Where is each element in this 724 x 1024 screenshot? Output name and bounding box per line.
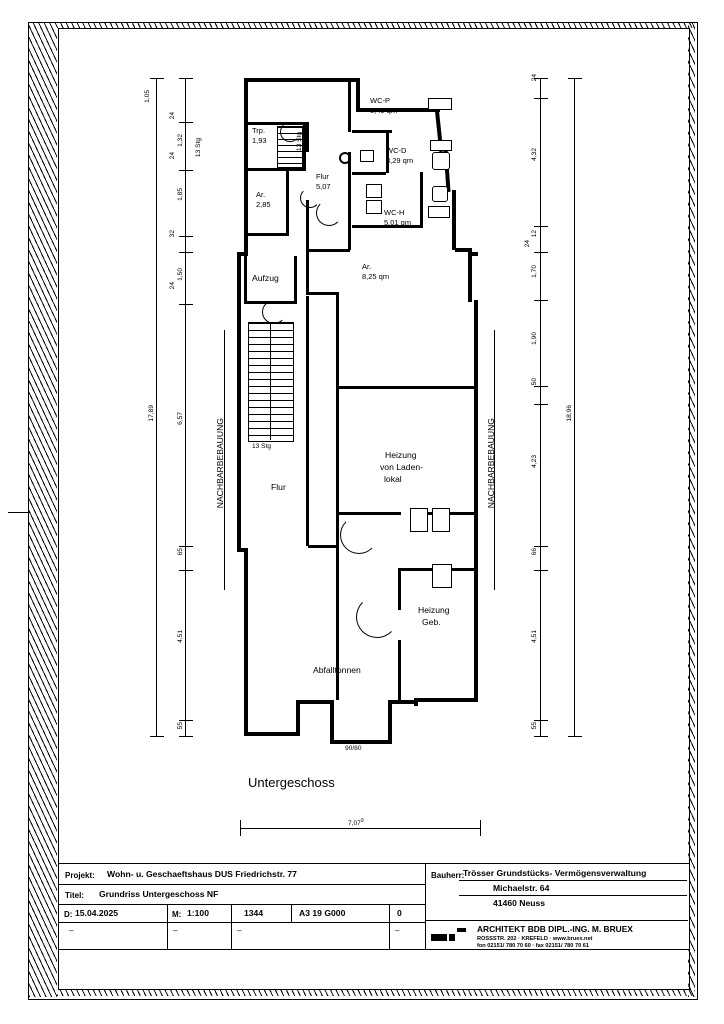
wall-wcp-left [348,82,351,132]
wall-ar-left [244,170,247,236]
dimtick-r10 [534,720,548,721]
label-trp-value: 1,93 [252,136,267,145]
tb-dash-3: – [237,926,242,935]
wall-aufzug-right [294,256,297,304]
dimtick-r8 [534,546,548,547]
wall-heizung-left [336,388,339,570]
tb-dash-1: – [69,926,74,935]
room-area-wc-h: 5,01 qm [384,218,412,227]
dimline-right-outer [574,78,575,736]
tb-line-v1 [167,904,168,922]
dim-left-24c: 24 [169,282,176,290]
wall-wch-right [420,172,423,228]
room-area-wc-p: 3,49 qm [370,106,398,115]
label-stair-steps-top: 13 Stg [296,132,303,152]
dimline-left-chain [185,78,186,736]
tb-architect-phone: fon 02151/ 780 70 60 · fax 02151/ 780 70 61 [477,943,589,949]
wall-bottom-right [414,698,476,702]
room-label-wc-p: WC-P [370,96,390,105]
fixture-1 [428,98,452,110]
room-label-heizung-laden-2: von Laden- [380,462,424,472]
tb-line-v2 [231,904,232,922]
dimtick-l10 [179,736,193,737]
room-label-heizung-geb-2: Geb. [422,617,441,627]
wall-bottom-notch-h [296,700,334,704]
fixture-6 [366,184,382,198]
door-arc-aufzug [262,300,286,324]
tb-line-v6 [231,922,232,949]
fixture-3 [432,152,450,170]
dimtick-r3 [534,226,548,227]
dim-left-a: 1,05 [144,90,151,103]
dimtick-r5 [534,300,548,301]
dim-left-b: 1,32 [177,134,184,147]
tb-projekt-value: Wohn- u. Geschaeftshaus DUS Friedrichstr. 77 [107,869,297,879]
tb-titel-value: Grundriss Untergeschoss NF [99,889,219,899]
dim-right-h: 66 [531,548,538,556]
dimtick-bottom-right [480,820,481,836]
fixture-8 [360,150,374,162]
dimtick-r9 [534,570,548,571]
tb-line-v3 [291,904,292,922]
wall-trp-bottom [244,168,306,171]
label-door-bottom: 90/80 [345,745,362,752]
dim-left-d: 1,50 [177,268,184,281]
boiler-2 [432,508,450,532]
dimtick-l2 [179,122,193,123]
dimtick-l3 [179,170,193,171]
dimtick-l9 [179,720,193,721]
wall-flur-bottom [306,249,350,252]
wall-right-lower [474,300,478,702]
fixture-2 [430,140,452,151]
room-label-ar-big: Ar. [362,262,372,271]
wall-heizung-geb-left [398,568,401,610]
dim-right-g: 4,23 [531,455,538,468]
tb-bauherr-line1: Trösser Grundstücks- Vermögensverwaltung [463,868,647,878]
wall-right-jog-1v [468,252,472,302]
tb-format-value: A3 19 G000 [299,908,346,918]
room-label-aufzug: Aufzug [252,273,279,283]
room-label-heizung-laden-1: Heizung [385,450,417,460]
dim-left-g: 4,51 [177,630,184,643]
dim-right-c: 12 [531,230,538,238]
tb-titel-label: Titel: [65,891,84,900]
tb-scale-value: 1:100 [187,908,209,918]
dim-left-32: 32 [169,230,176,238]
tb-line-v5 [167,922,168,949]
wall-flur-top-left [306,122,309,152]
dimtick-l7 [179,546,193,547]
tb-rev-value: 0 [397,908,402,918]
wall-top-step-v [356,78,360,112]
dim-right-i: 4,51 [531,630,538,643]
wall-mid-h1 [306,292,338,295]
dim-bottom-width: 7,07 [348,820,361,828]
wall-heizung-split-a [339,512,401,515]
tb-dash-4: – [395,926,400,935]
dimtick-r7 [534,404,548,405]
neighbour-label-right: NACHBARBEBAUUNG [486,418,496,509]
dimtick-left-outer-top [150,78,164,79]
room-label-heizung-geb-1: Heizung [418,605,450,615]
wall-flur-bottom-step [308,545,338,548]
plan-title: Untergeschoss [248,775,335,790]
neighbour-label-left: NACHBARBEBAUUNG [215,418,225,509]
wall-mid-left-v [306,252,309,294]
dim-left-total: 17,89 [148,405,155,422]
fixture-5 [428,206,450,218]
tb-projekt-label: Projekt: [65,871,95,880]
door-arc-flur-top [316,200,342,226]
boiler-1 [410,508,428,532]
dim-right-d: 1,70 [531,265,538,278]
door-arc-heizung [340,516,378,554]
wall-top-step-h [356,108,370,112]
wall-ar-right [286,170,289,236]
label-stair-steps-main: 13 Stg [252,443,272,450]
tb-line-h1 [59,884,425,885]
dim-right-e: 1,90 [531,332,538,345]
tb-line-v7 [389,922,390,949]
wall-top-1 [244,78,360,82]
room-label-ar-small: Ar. [256,190,266,199]
dimtick-right-outer-top [568,78,582,79]
door-arc-ar [300,188,320,208]
room-label-flur-top: Flur [316,172,329,181]
dim-left-h: 55 [177,722,184,730]
wall-mid-v1 [336,292,339,388]
dim-right-small-24: 24 [524,240,531,248]
dimtick-l5 [179,252,193,253]
room-label-flur-main: Flur [271,482,286,492]
wall-heizung-geb-left-lower [398,640,401,700]
wall-bottom-porch [330,740,392,744]
dimtick-r6 [534,386,548,387]
room-label-abfalltonnen: Abfalltonnen [313,665,361,675]
tb-number-value: 1344 [244,908,264,918]
tb-line-v-main [425,864,426,949]
tb-date-value: 15.04.2025 [75,908,119,918]
dimline-bottom [240,828,480,829]
wall-wcd-bottom [352,172,386,175]
dimtick-l8 [179,570,193,571]
dim-left-f: 65 [177,548,184,556]
wall-left-lower [244,548,248,736]
stair-main [248,322,294,442]
dim-bottom-width-sup: 9 [360,818,364,824]
dimtick-left-outer-bottom [150,736,164,737]
room-area-flur-top: 5,07 [316,182,331,191]
dimline-right-chain [540,78,541,736]
dimtick-bottom-left [240,820,241,836]
dim-left-24b: 24 [169,152,176,160]
tb-architect-address: ROSSSTR. 202 · KREFELD · www.bruex.net [477,936,593,942]
architect-logo [431,928,468,946]
dimtick-l1 [179,78,193,79]
dimtick-r11 [534,736,548,737]
wall-aufzug-left [244,256,247,304]
tb-bauherr-line3: 41460 Neuss [493,898,546,908]
room-area-ar-big: 8,25 qm [362,272,390,281]
dim-right-total: 18,96 [566,405,573,422]
dimtick-r4 [534,252,548,253]
wall-bottom-notch-left-v [296,700,300,736]
wall-flur-left-long [306,296,309,546]
wall-bottom-porch-right-v [388,700,392,744]
dimtick-l6 [179,304,193,305]
dim-left-24a: 24 [169,112,176,120]
dim-left-e: 6,57 [177,412,184,425]
door-arc-geb [356,596,398,638]
label-trp: Trp. [252,126,266,135]
room-area-wc-d: 3,29 qm [386,156,414,165]
fixture-4 [432,186,448,202]
wall-ar-bottom [244,233,289,236]
tb-dash-2: – [173,926,178,935]
dimtick-l4 [179,236,193,237]
dim-right-a: 24 [531,74,538,82]
title-block [58,863,690,950]
dim-right-b: 4,32 [531,148,538,161]
tb-bauherr-line2: Michaelstr. 64 [493,883,550,893]
wall-right-jog-2 [455,248,472,252]
boiler-3 [432,564,452,588]
wall-heizung-top [336,386,476,389]
wall-right-angle-a [452,190,456,250]
wall-bottom-notch-right-v [330,700,334,744]
dimtick-right-outer-bottom [568,736,582,737]
fixture-7 [366,200,382,214]
wall-bottom-left [244,732,300,736]
room-label-heizung-laden-3: lokal [384,474,402,484]
tb-scale-label: M: [172,910,182,919]
room-label-wc-h: WC-H [384,208,405,217]
wall-heizung-left-lower [336,568,339,632]
tb-bauherr-label: Bauherr: [431,871,465,880]
room-area-ar-small: 2,85 [256,200,271,209]
tb-date-label: D: [64,910,73,919]
tb-line-v4 [389,904,390,922]
dimtick-r2 [534,98,548,99]
dim-right-j: 55 [531,722,538,730]
tb-architect-name: ARCHITEKT BDB DIPL.-ING. M. BRUEX [477,924,633,934]
dimline-left-outer [156,78,157,736]
dim-right-f: 50 [531,378,538,386]
dim-left-c: 1,85 [177,188,184,201]
door-symbol-round [339,152,351,164]
room-label-wc-d: WC-D [386,146,407,155]
tb-bauherr-rule2 [459,895,687,896]
stair-main-center [270,322,271,440]
wall-left-middle [237,252,241,552]
dim-left-13stg: 13 Stg [195,138,202,158]
tb-line-h2 [59,904,425,905]
tb-bauherr-rule1 [459,880,687,881]
tb-line-h3 [59,922,425,923]
tb-line-h4 [425,920,688,921]
wall-wc-corridor-left [348,152,351,250]
